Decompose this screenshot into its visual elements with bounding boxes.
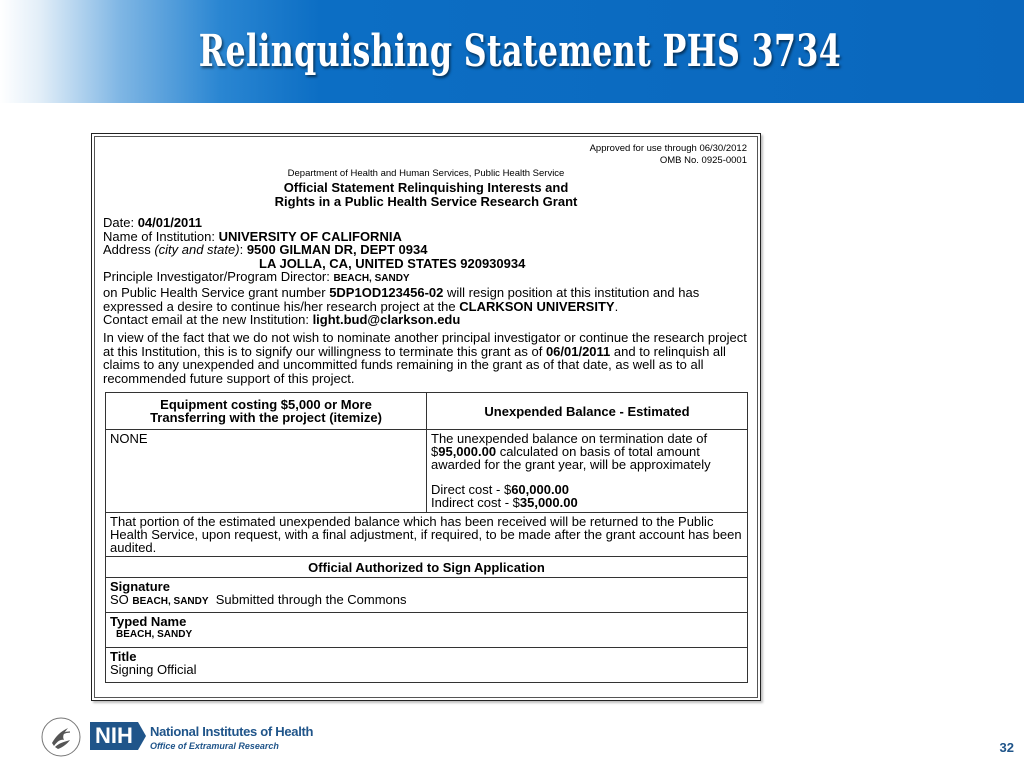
title-cell bbox=[106, 648, 748, 683]
balance-description bbox=[431, 432, 743, 471]
signature-row bbox=[110, 593, 743, 608]
title-bar bbox=[0, 0, 1024, 103]
address-label: Address bbox=[103, 242, 155, 258]
return-statement: That portion of the estimated unexpended balance which has been received will be returned to the Public Health Service, upon request, with a final adjustment, if required, to be made after the grant account has been audited. bbox=[106, 513, 748, 557]
equipment-header-line1: Equipment costing $5,000 or More bbox=[160, 397, 372, 412]
balance-table bbox=[105, 392, 748, 683]
typed-name-value: BEACH, SANDY bbox=[116, 629, 193, 640]
continue-text-pre: expressed a desire to continue his/her research project at the bbox=[103, 298, 460, 314]
para-text-post: and to relinquish all claims to any unexpended and uncommitted funds remaining in the grant as of that date, as well as to all recommended future support of this project. bbox=[103, 343, 726, 386]
new-institution: CLARKSON UNIVERSITY bbox=[459, 298, 615, 314]
continue-text-post: . bbox=[614, 298, 619, 314]
date-label: Date: bbox=[103, 215, 138, 230]
table-row bbox=[106, 513, 748, 557]
relinquishing-form bbox=[91, 133, 761, 701]
omb-number: OMB No. 0925-0001 bbox=[659, 155, 747, 166]
indirect-cost-amount: 35,000.00 bbox=[519, 495, 578, 510]
nih-office: Office of Extramural Research bbox=[150, 741, 279, 751]
address-line2: LA JOLLA, CA, UNITED STATES 920930934 bbox=[259, 255, 526, 271]
signature-name: BEACH, SANDY bbox=[132, 596, 209, 607]
date-row bbox=[103, 216, 753, 230]
termination-date: 06/01/2011 bbox=[545, 343, 611, 359]
title-value: Signing Official bbox=[110, 662, 197, 677]
continue-row bbox=[103, 300, 753, 314]
nih-logo bbox=[40, 716, 314, 758]
hhs-eagle-icon bbox=[40, 716, 82, 758]
address-colon: : bbox=[239, 242, 247, 258]
approved-through: Approved for use through 06/30/2012 bbox=[589, 143, 747, 154]
grant-row bbox=[103, 286, 753, 300]
indirect-cost-label: Indirect cost - $ bbox=[431, 495, 520, 510]
equipment-value: NONE bbox=[106, 430, 427, 513]
para-text-pre: In view of the fact that we do not wish to nominate another principal investigator or continue the research project at this Institution, this is to signify our willingness to terminate this grant as of bbox=[103, 330, 747, 359]
approval-info bbox=[590, 143, 747, 167]
table-header-row bbox=[106, 393, 748, 430]
institution-label: Name of Institution: bbox=[103, 228, 219, 244]
signature-label: Signature bbox=[110, 579, 170, 594]
equipment-header-line2: Transferring with the project (itemize) bbox=[150, 410, 382, 425]
pi-label: Principle Investigator/Program Director: bbox=[103, 269, 334, 285]
pi-value: BEACH, SANDY bbox=[333, 273, 410, 285]
form-heading-line1: Official Statement Relinquishing Interests and bbox=[283, 180, 569, 195]
title-label: Title bbox=[110, 649, 137, 664]
balance-text-post: calculated on basis of total amount awarded for the grant year, will be approximately bbox=[431, 444, 711, 472]
institution-value: UNIVERSITY OF CALIFORNIA bbox=[218, 228, 402, 244]
direct-cost-amount: 60,000.00 bbox=[511, 482, 570, 497]
pi-row bbox=[103, 270, 753, 286]
grant-info bbox=[103, 216, 753, 327]
signature-cell bbox=[106, 578, 748, 613]
balance-cell bbox=[427, 430, 748, 513]
form-heading-line2: Rights in a Public Health Service Research Grant bbox=[274, 194, 578, 209]
table-row bbox=[106, 430, 748, 513]
slide-title: Relinquishing Statement PHS 3734 bbox=[198, 26, 842, 77]
email-label: Contact email at the new Institution: bbox=[103, 312, 313, 328]
termination-paragraph bbox=[103, 331, 753, 385]
nih-box-arrow bbox=[138, 722, 146, 750]
signature-prefix: SO bbox=[110, 592, 133, 607]
table-row bbox=[106, 648, 748, 683]
department-line: Department of Health and Human Services, Public Health Service bbox=[287, 168, 565, 179]
signature-note: Submitted through the Commons bbox=[208, 592, 407, 607]
indirect-cost bbox=[431, 496, 743, 509]
typed-name-label: Typed Name bbox=[110, 614, 187, 629]
address-hint: (city and state) bbox=[154, 242, 240, 258]
authorized-header: Official Authorized to Sign Application bbox=[106, 557, 748, 578]
institution-row bbox=[103, 230, 753, 244]
page-number: 32 bbox=[999, 740, 1014, 755]
direct-cost-label: Direct cost - $ bbox=[431, 482, 512, 497]
address-row-2 bbox=[103, 257, 753, 271]
address-row bbox=[103, 243, 753, 257]
nih-name: National Institutes of Health bbox=[150, 724, 314, 739]
table-row bbox=[106, 557, 748, 578]
form-header bbox=[92, 167, 760, 209]
equipment-header bbox=[106, 393, 427, 430]
balance-header: Unexpended Balance - Estimated bbox=[427, 393, 748, 430]
grant-text-post: will resign position at this institution and has bbox=[443, 284, 700, 300]
date-value: 04/01/2011 bbox=[137, 215, 203, 230]
address-line1: 9500 GILMAN DR, DEPT 0934 bbox=[246, 242, 428, 258]
email-row bbox=[103, 313, 753, 327]
table-row bbox=[106, 613, 748, 648]
table-row bbox=[106, 578, 748, 613]
nih-box: NIH bbox=[90, 722, 138, 750]
grant-text-pre: on Public Health Service grant number bbox=[103, 284, 330, 300]
grant-number: 5DP1OD123456-02 bbox=[329, 284, 444, 300]
balance-amount: 95,000.00 bbox=[438, 444, 497, 459]
balance-text-pre: The unexpended balance on termination date of $ bbox=[431, 431, 708, 459]
email-value: light.bud@clarkson.edu bbox=[312, 312, 461, 328]
typed-name-cell bbox=[106, 613, 748, 648]
